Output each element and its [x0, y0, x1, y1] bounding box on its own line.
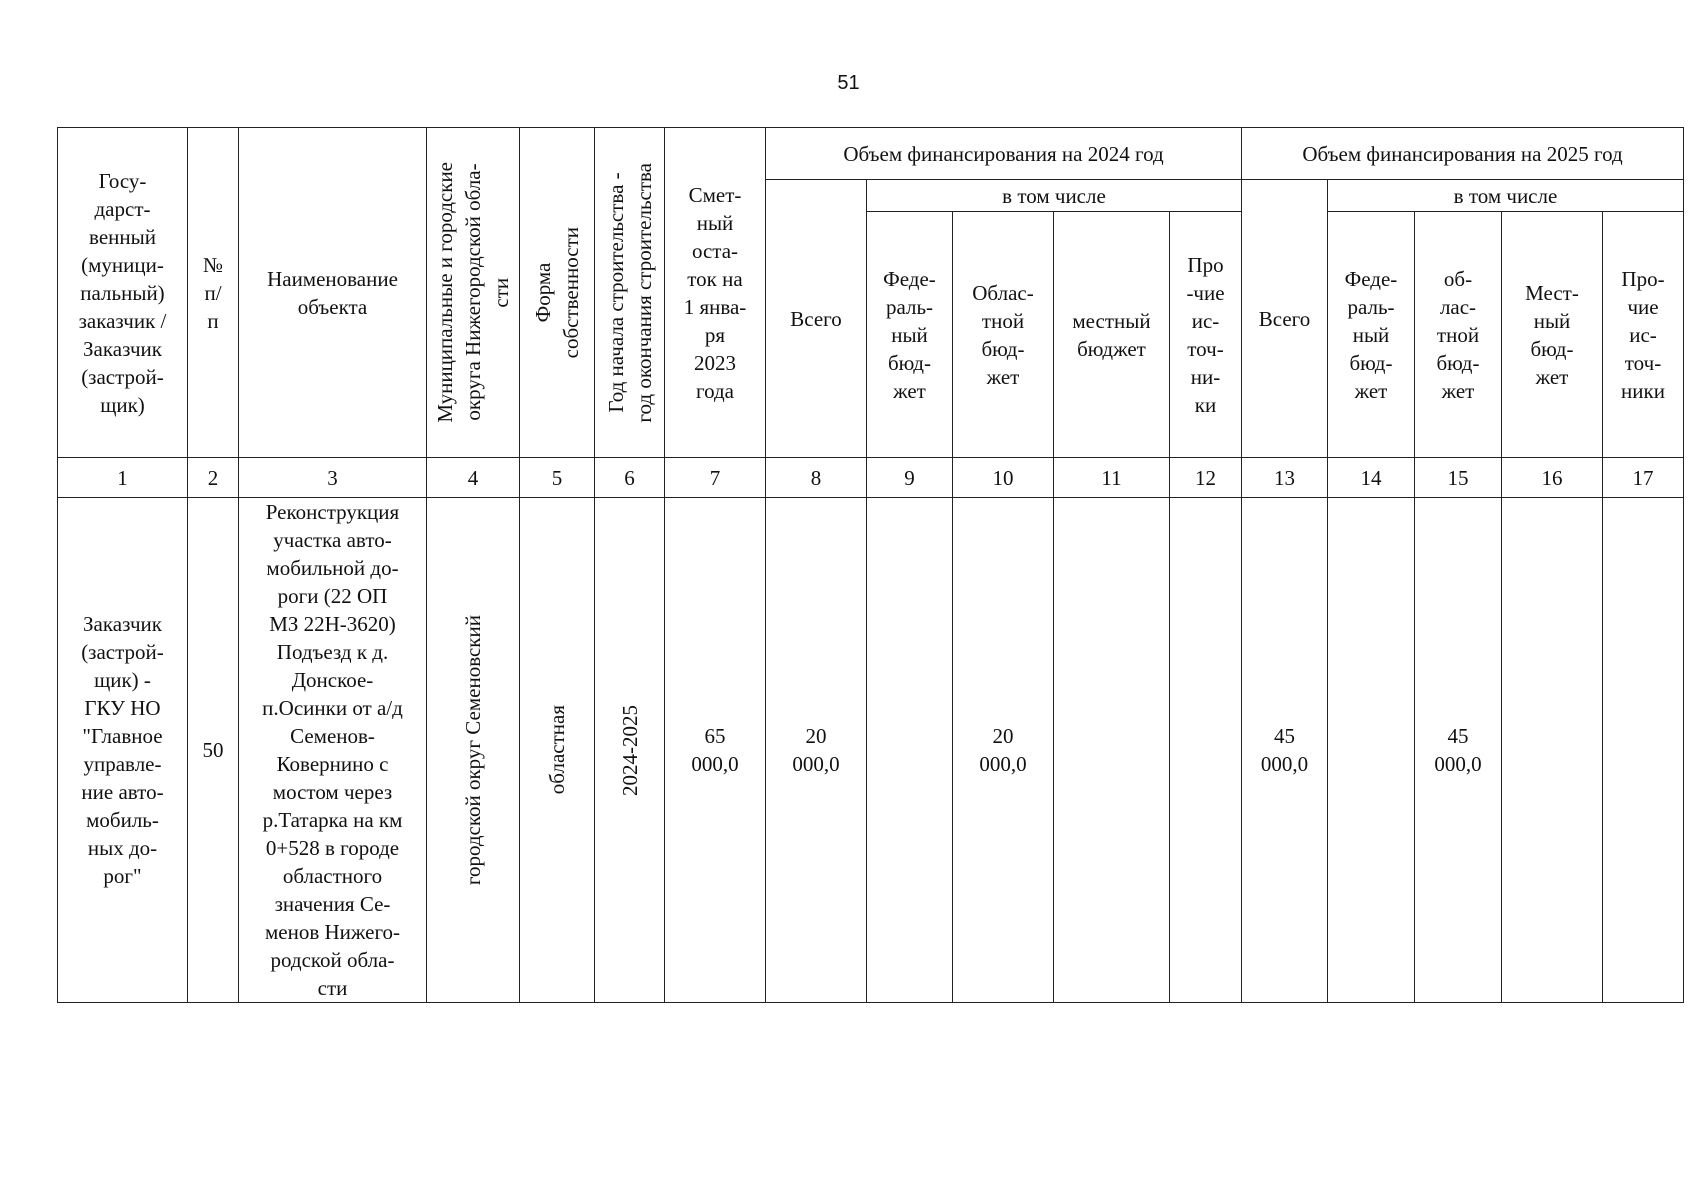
header-ownership: [520, 128, 595, 458]
header-municipality: [427, 128, 520, 458]
table-row: [58, 498, 1684, 1003]
column-number: 4: [427, 458, 520, 498]
column-number: 2: [188, 458, 239, 498]
column-number: 16: [1502, 458, 1603, 498]
header-other-2024: Про -чие ис- точ- ни- ки: [1170, 212, 1242, 458]
row-regional-2024: 20 000,0: [953, 498, 1054, 1003]
row-balance: 65 000,0: [665, 498, 766, 1003]
header-ownership-text: Форма собственности: [531, 226, 583, 359]
column-number: 7: [665, 458, 766, 498]
header-balance: Смет- ный оста- ток на 1 янва- ря 2023 года: [665, 128, 766, 458]
header-funding-2025: Объем финансирования на 2025 год: [1242, 128, 1684, 180]
header-total-2024: Всего: [766, 180, 867, 458]
column-number: 13: [1242, 458, 1328, 498]
column-number: 1: [58, 458, 188, 498]
row-total-2025: 45 000,0: [1242, 498, 1328, 1003]
column-number: 17: [1603, 458, 1684, 498]
column-number: 10: [953, 458, 1054, 498]
header-row-1: [58, 128, 1684, 180]
row-other-2024: [1170, 498, 1242, 1003]
column-number: 12: [1170, 458, 1242, 498]
header-years: [595, 128, 665, 458]
row-number: 50: [188, 498, 239, 1003]
header-municipality-text: Муниципальные и городские округа Нижегородской обла- сти: [433, 162, 513, 423]
header-years-text: Год начала строительства - год окончания строительства: [603, 162, 656, 423]
header-other-2025: Про- чие ис- точ- ники: [1603, 212, 1684, 458]
row-regional-2025: 45 000,0: [1415, 498, 1502, 1003]
row-object-name: Реконструкция участка авто- мобильной до- роги (22 ОП МЗ 22Н-3620) Подъезд к д. Донское- п.Осинки от а/д Семенов- Ковернино с мостом через р.Татарка на км 0+528 в городе областного значения Се- менов Нижего- родской обла- сти: [239, 498, 427, 1003]
row-customer: Заказчик (застрой- щик) - ГКУ НО "Главное управле- ние авто- мобиль- ных до- рог": [58, 498, 188, 1003]
header-including-2024: в том числе: [867, 180, 1242, 212]
header-federal-2025: Феде- раль- ный бюд- жет: [1328, 212, 1415, 458]
column-number: 11: [1054, 458, 1170, 498]
row-total-2024: 20 000,0: [766, 498, 867, 1003]
header-customer: Госу- дарст- венный (муници- пальный) заказчик / Заказчик (застрой- щик): [58, 128, 188, 458]
column-number: 6: [595, 458, 665, 498]
header-total-2025: Всего: [1242, 180, 1328, 458]
header-local-2024: местный бюджет: [1054, 212, 1170, 458]
row-ownership-text: областная: [545, 705, 569, 795]
header-object-name: Наименование объекта: [239, 128, 427, 458]
row-other-2025: [1603, 498, 1684, 1003]
column-number: 14: [1328, 458, 1415, 498]
header-local-2025: Мест- ный бюд- жет: [1502, 212, 1603, 458]
header-regional-2025: об- лас- тной бюд- жет: [1415, 212, 1502, 458]
construction-funding-table: [57, 127, 1684, 1003]
header-funding-2024: Объем финансирования на 2024 год: [766, 128, 1242, 180]
row-local-2024: [1054, 498, 1170, 1003]
header-regional-2024: Облас- тной бюд- жет: [953, 212, 1054, 458]
row-municipality: [427, 498, 520, 1003]
row-federal-2025: [1328, 498, 1415, 1003]
column-number: 5: [520, 458, 595, 498]
header-number: № п/ п: [188, 128, 239, 458]
header-federal-2024: Феде- раль- ный бюд- жет: [867, 212, 953, 458]
column-number: 8: [766, 458, 867, 498]
row-ownership: [520, 498, 595, 1003]
column-number: 3: [239, 458, 427, 498]
column-number-row: [58, 458, 1684, 498]
row-municipality-text: городской округ Семеновский: [461, 614, 485, 886]
column-number: 15: [1415, 458, 1502, 498]
header-including-2025: в том числе: [1328, 180, 1684, 212]
row-local-2025: [1502, 498, 1603, 1003]
row-years-text: 2024-2025: [617, 704, 642, 796]
row-federal-2024: [867, 498, 953, 1003]
row-years: [595, 498, 665, 1003]
page-number: 51: [837, 72, 860, 94]
column-number: 9: [867, 458, 953, 498]
